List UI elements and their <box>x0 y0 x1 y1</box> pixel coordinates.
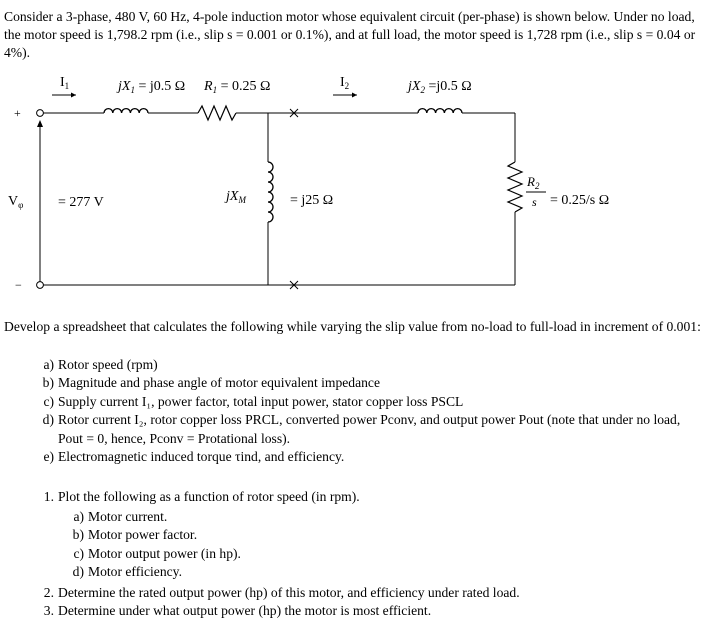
task-list <box>43 488 698 506</box>
r2-value: = 0.25/s Ω <box>550 193 610 208</box>
xm-label: $jX_M$ <box>226 189 246 205</box>
list-item: a) Rotor speed (rpm) <box>43 357 158 372</box>
i1-arrow <box>52 93 76 98</box>
r1-resistor <box>198 106 236 120</box>
spreadsheet-items-list <box>42 356 698 466</box>
task-list-continued <box>43 584 698 621</box>
xm-value: = j25 Ω <box>290 193 334 208</box>
list-item: e) Electromagnetic induced torque τind, and efficiency. <box>43 449 345 465</box>
list-item: 1. Plot the following as a function of rotor speed (in rpm). <box>43 489 360 504</box>
bottom-terminal <box>37 282 44 289</box>
list-item: d) Motor efficiency. <box>72 564 182 580</box>
x1-label: $jX_1 = j0.5$ Ω <box>118 79 186 95</box>
problem-intro: Consider a 3-phase, 480 V, 60 Hz, 4-pole induction motor whose equivalent circuit (per-phase) is shown below. Under no load, the motor speed is 1,798.2 rpm (i.e., slip s = 0.001 or 0.1%), and at full load, the motor speed is 1,728 rpm (i.e., slip s = 0.04 or 4%). <box>4 9 696 60</box>
plus-terminal-label: + <box>14 106 21 120</box>
x1-inductor <box>104 109 148 113</box>
list-item: d) Rotor current I₂, rotor copper loss PRCL, converted power Pconv, and output power Pout (note that under no load, Pout = 0, hence, Pconv = Protational loss). <box>42 412 681 446</box>
equivalent-circuit-diagram <box>0 62 712 302</box>
minus-terminal-label: − <box>15 278 22 292</box>
list-item: b) Motor power factor. <box>72 527 198 543</box>
r2-numerator: $R_2$ <box>527 174 540 191</box>
r2-resistor <box>508 162 522 212</box>
plot-items-list <box>72 508 688 582</box>
vphi-label: $V_\varphi$ <box>8 194 24 210</box>
list-item: c) Motor output power (in hp). <box>73 545 241 561</box>
i1-label: $I_1$ <box>60 75 70 91</box>
vphi-value: = 277 V <box>58 195 104 210</box>
list-item: b) Magnitude and phase angle of motor equivalent impedance <box>42 375 380 391</box>
xm-inductor <box>268 162 273 222</box>
develop-instruction: Develop a spreadsheet that calculates the following while varying the slip value from no-load to full-load in increment of 0.001: <box>4 319 701 334</box>
top-terminal <box>37 110 44 117</box>
i2-label: $I_2$ <box>340 75 350 91</box>
r2-denominator: s <box>532 195 537 209</box>
list-item: 3. Determine under what output power (hp) the motor is most efficient. <box>43 603 432 619</box>
i2-arrow <box>333 93 357 98</box>
list-item: 2. Determine the rated output power (hp) of this motor, and efficiency under rated load. <box>43 585 520 600</box>
x2-label: $jX_2 =j0.5$ Ω <box>408 79 472 95</box>
list-item: a) Motor current. <box>73 509 168 524</box>
x2-inductor <box>418 109 462 113</box>
r1-label: $R_1 = 0.25$ Ω <box>204 79 271 95</box>
list-item: c) Supply current I₁, power factor, total input power, stator copper loss PSCL <box>43 393 464 409</box>
